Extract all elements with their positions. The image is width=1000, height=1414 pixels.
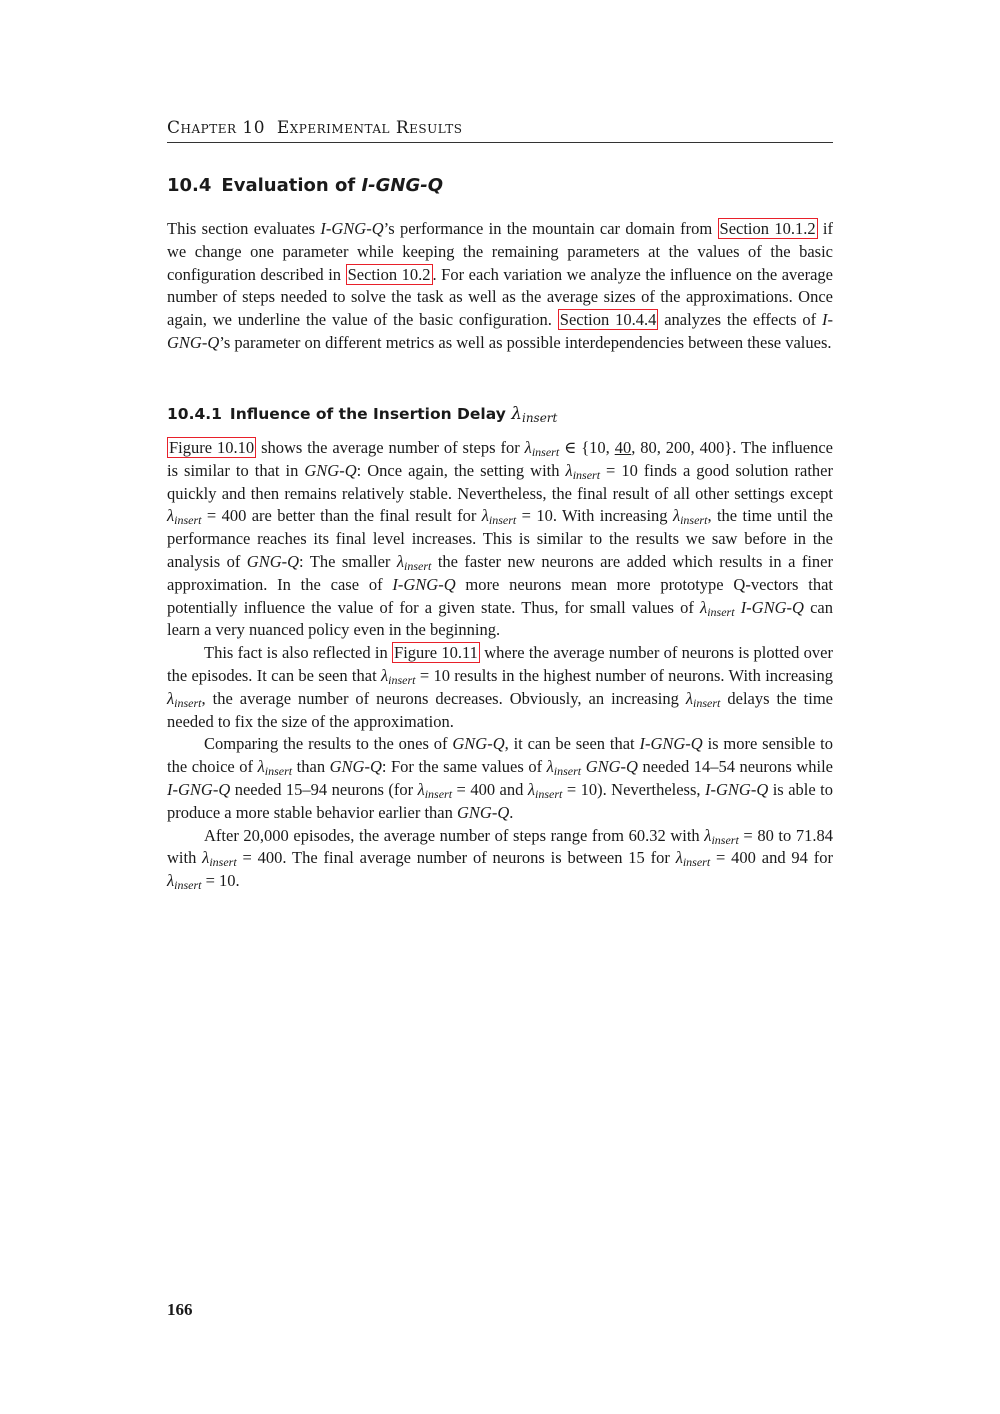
paragraph-4: After 20,000 episodes, the average number of steps range from 60.32 with $\lambda_{insert} = 80$ to 71.84 with $\lambda_{insert} = 400$. The final average number of neurons is between 15 for $\lambda_{insert} = 400$ and 94 for $\lambda_{insert} = 10$. (167, 825, 834, 893)
section-number: 10.4 (167, 175, 212, 196)
intro-paragraph: This section evaluates I-GNG-Q’s performance in the mountain car domain from Section 10.1.2 if we change one parameter while keeping the remaining parameters at the values of the basic configuration described in Section 10.2 . For each variation we analyze the influence on the average number of steps needed to solve the task as well as the average sizes of the approximations. Once again, we underline the value of the basic configuration. Section 10.4.4 analyzes the effects of I-GNG-Q’s parameter on different metrics as well as possible interdependencies between these values. (167, 219, 833, 352)
section-10-4-4-link[interactable]: Section 10.4.4 (559, 310, 657, 330)
subsection-title: Influence of the Insertion Delay (229, 405, 506, 423)
header-title: Experimental Results (276, 118, 463, 138)
figure-10-10-link[interactable]: Figure 10.10 (169, 438, 255, 457)
running-header (167, 118, 833, 143)
subsection-heading: 10.4.1 Influence of the Insertion Delay $\lambda_{insert}$ (167, 404, 558, 425)
subsection-number: 10.4.1 (167, 405, 222, 423)
header-chapter: Chapter 10 (167, 118, 266, 138)
section-heading (167, 175, 443, 196)
section-title-prefix: Evaluation of (221, 175, 356, 196)
paragraph-3: Comparing the results to the ones of GNG-Q, it can be seen that I-GNG-Q is more sensible to the choice of $\lambda_{insert}$ than GNG-Q: For the same values of $\lambda_{insert}$ GNG-Q needed 14–54 neurons while I-GNG-Q needed 15–94 neurons (for $\lambda_{insert} = 400$ and $\lambda_{insert} = 10$). Nevertheless, I-GNG-Q is able to produce a more stable behavior earlier than GNG-Q. (167, 734, 833, 822)
body-text (167, 437, 833, 893)
paragraph-1: Figure 10.10 shows the average number of steps for $\lambda_{insert}$ ∈ {10, 40, 80, 200, 400}. The influence is similar to that in GNG-Q: Once again, the setting with $\lambda_{insert} = 10$ finds a good solution rather quickly and then remains relatively stable. Nevertheless, the final result of all other settings except $\lambda_{insert} = 400$ are better than the final result for $\lambda_{insert} = 10$. With increasing $\lambda_{insert}$, the time until the performance reaches its final level increases. This is similar to the results we saw before in the analysis of GNG-Q: The smaller $\lambda_{insert}$ the faster new neurons are added which results in a finer approximation. In the case of I-GNG-Q more neurons mean more prototype Q-vectors that potentially influence the value of for a given state. Thus, for small values of $\lambda_{insert}$ I-GNG-Q can learn a very nuanced policy even in the beginning. (167, 438, 833, 640)
paragraph-2: This fact is also reflected in Figure 10.11 where the average number of neurons is plotted over the episodes. It can be seen that $\lambda_{insert} = 10$ results in the highest number of neurons. With increasing $\lambda_{insert}$, the average number of neurons decreases. Obviously, an increasing $\lambda_{insert}$ delays the time needed to fix the size of the approximation. (167, 643, 834, 731)
figure-10-11-link[interactable]: Figure 10.11 (394, 643, 478, 663)
section-10-2-link[interactable]: Section 10.2 (347, 264, 431, 284)
page-number: 166 (167, 1300, 193, 1319)
section-10-1-2-link[interactable]: Section 10.1.2 (719, 219, 816, 238)
section-title-em: I-GNG-Q (361, 175, 443, 196)
